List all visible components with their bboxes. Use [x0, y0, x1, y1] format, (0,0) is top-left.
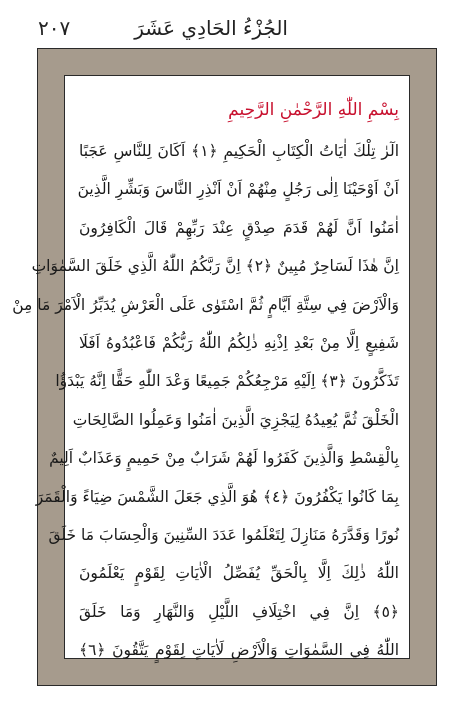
page-frame [12, 48, 437, 686]
text-panel [12, 75, 410, 660]
basmala: بِسْمِ اللّٰهِ الرَّحْمٰنِ الرَّحِيمِ [228, 100, 399, 120]
verse-line: وَالْاَرْضَ فِي سِتَّةِ اَيَّامٍ ثُمَّ اسْتَوٰى عَلَى الْعَرْشِ يُدَبِّرُ الْاَمْرَ مَا مِنْ [12, 295, 399, 314]
verse-line: ﴿٥﴾ اِنَّ فِي اخْتِلَافِ اللَّيْلِ وَالنَّهَارِ وَمَا خَلَقَ [79, 602, 399, 621]
verse-line: بِالْقِسْطِ وَالَّذِينَ كَفَرُوا لَهُمْ شَرَابٌ مِنْ حَمِيمٍ وَعَذَابٌ اَلِيمٌ [49, 449, 399, 468]
verse-line: الٓرٰ تِلْكَ اٰيَاتُ الْكِتَابِ الْحَكِيمِ ﴿١﴾ اَكَانَ لِلنَّاسِ عَجَبًا [79, 142, 399, 160]
verse-line: اللّٰهُ فِي السَّمٰوَاتِ وَالْاَرْضِ لَاٰيَاتٍ لِقَوْمٍ يَتَّقُونَ ﴿٦﴾ [79, 641, 399, 660]
verse-line: بِمَا كَانُوا يَكْفُرُونَ ﴿٤﴾ هُوَ الَّذِي جَعَلَ الشَّمْسَ ضِيَاءً وَالْقَمَرَ [35, 487, 399, 506]
page-number: ٢٠٧ [38, 16, 71, 40]
verse-line: الْخَلْقَ ثُمَّ يُعِيدُهُ لِيَجْزِيَ الَّذِينَ اٰمَنُوا وَعَمِلُوا الصَّالِحَاتِ [72, 410, 399, 429]
quran-text [12, 88, 399, 660]
verse-line: اَنْ اَوْحَيْنَا اِلٰى رَجُلٍ مِنْهُمْ اَنْ اَنْذِرِ النَّاسَ وَبَشِّرِ الَّذِينَ [77, 180, 399, 199]
page-header [36, 10, 438, 46]
verse-line: شَفِيعٍ اِلَّا مِنْ بَعْدِ اِذْنِهِ ذٰلِكُمُ اللّٰهُ رَبُّكُمْ فَاعْبُدُوهُ اَفَلَا [79, 333, 399, 352]
verse-line: تَذَكَّرُونَ ﴿٣﴾ اِلَيْهِ مَرْجِعُكُمْ جَمِيعًا وَعْدَ اللّٰهِ حَقًّا اِنَّهُ يَبْدَؤُا [55, 372, 399, 391]
verse-line: اٰمَنُوا اَنَّ لَهُمْ قَدَمَ صِدْقٍ عِنْدَ رَبِّهِمْ قَالَ الْكَافِرُونَ [79, 218, 399, 237]
juz-title: الجُزْءُ الحَادِي عَشَرَ [134, 16, 288, 40]
verse-line: اِنَّ هٰذَا لَسَاحِرٌ مُبِينٌ ﴿٢﴾ اِنَّ رَبَّكُمُ اللّٰهُ الَّذِي خَلَقَ السَّمٰوَاتِ [31, 257, 399, 276]
verse-line: اللّٰهُ ذٰلِكَ اِلَّا بِالْحَقِّ يُفَصِّلُ الْاٰيَاتِ لِقَوْمٍ يَعْلَمُونَ [79, 564, 399, 583]
verse-line: نُورًا وَقَدَّرَهُ مَنَازِلَ لِتَعْلَمُوا عَدَدَ السِّنِينَ وَالْحِسَابَ مَا خَلَقَ [48, 525, 399, 544]
